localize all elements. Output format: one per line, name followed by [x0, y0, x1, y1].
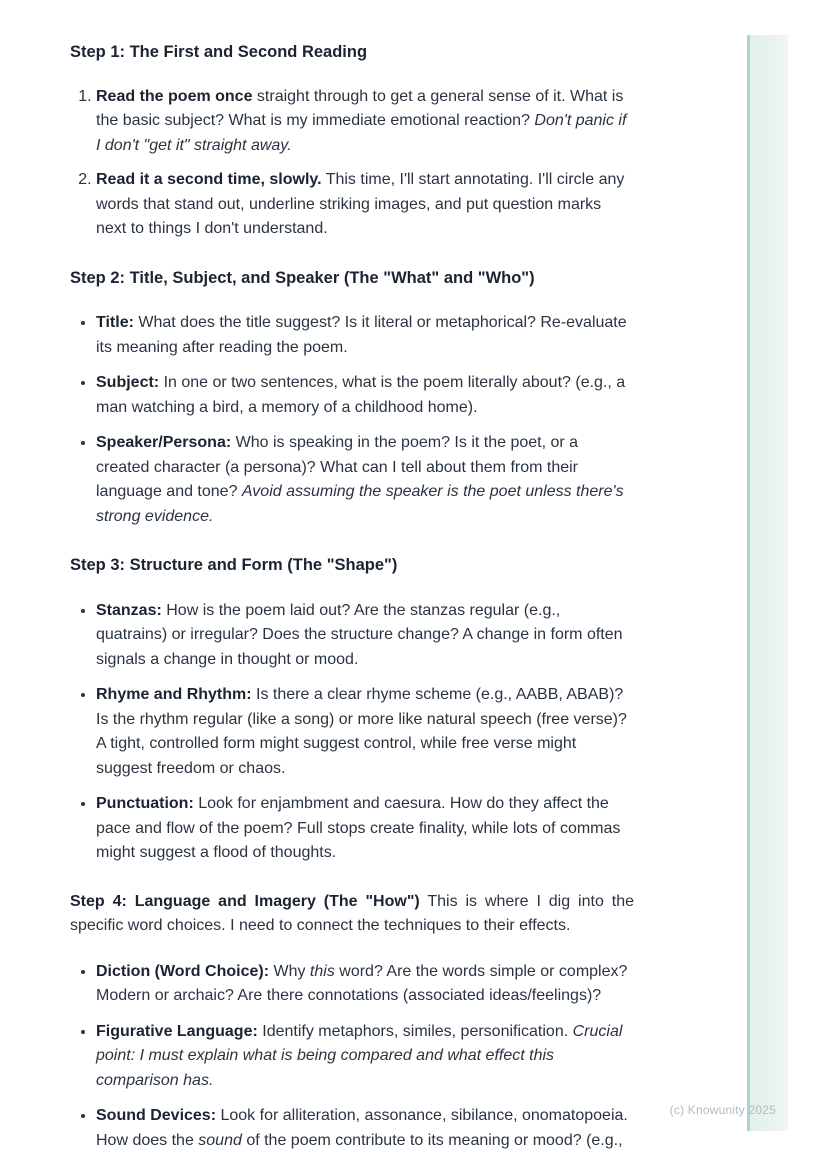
text-segment: Sound Devices:: [96, 1107, 217, 1124]
list-item: [96, 959, 634, 1009]
list-item: [96, 791, 634, 866]
watermark: (c) Knowunity 2025: [669, 1103, 776, 1117]
text-segment: Title:: [96, 314, 134, 331]
list-item: [96, 85, 634, 159]
bullet-list: [70, 959, 634, 1154]
text-segment: Stanzas:: [96, 601, 162, 619]
text-segment: sound: [198, 1131, 242, 1149]
document-section: [70, 890, 634, 1154]
text-segment: How is the poem laid out? Are the stanzas regular (e.g., quatrains) or irregular? Does the structure change? A change in form often signals a change in thought or mood.: [96, 601, 623, 668]
bullet-list: [70, 310, 634, 529]
text-segment: Read the poem once: [96, 87, 253, 105]
text-segment: Punctuation:: [96, 795, 194, 812]
text-segment: Subject:: [96, 374, 160, 391]
text-segment: Don't panic if I don't "get it" straight away.: [96, 112, 627, 154]
list-item: [96, 1019, 634, 1094]
text-segment: of the poem contribute to its meaning or mood? (e.g.,: [241, 1131, 623, 1149]
bullet-list: [70, 598, 634, 866]
section-intro-paragraph: [70, 890, 634, 939]
ordered-list: [70, 85, 634, 242]
text-segment: What does the title suggest? Is it literal or metaphorical? Re-evaluate its meaning after reading the poem.: [96, 314, 627, 356]
page-accent-bar: [747, 35, 788, 1131]
text-segment: this: [309, 962, 335, 980]
text-segment: straight through to get a general sense of it. What is the basic subject? What is my immediate emotional reaction?: [96, 87, 624, 129]
text-segment: word? Are the words simple or complex? Modern or archaic? Are there connotations (associated ideas/feelings)?: [96, 962, 628, 1004]
text-segment: Rhyme and Rhythm:: [96, 686, 252, 703]
text-segment: Crucial point: I must explain what is being compared and what effect this comparison has.: [96, 1022, 623, 1089]
text-segment: Why: [269, 962, 310, 980]
section-heading: Step 3: Structure and Form (The "Shape"): [70, 556, 398, 574]
text-segment: Avoid assuming the speaker is the poet unless there's strong evidence.: [96, 483, 624, 525]
text-segment: Figurative Language:: [96, 1022, 258, 1040]
text-segment: This is where I dig into the specific word choices. I need to connect the techniques to their effects.: [70, 892, 634, 934]
text-segment: This time, I'll start annotating. I'll circle any words that stand out, underline striking images, and put question marks next to things I don't understand.: [96, 171, 625, 237]
document-section: [70, 553, 634, 866]
list-item: [96, 310, 634, 360]
list-item: [96, 1103, 634, 1153]
text-segment: Speaker/Persona:: [96, 434, 232, 451]
list-item: [96, 370, 634, 420]
list-item: [96, 598, 634, 673]
list-item: [96, 430, 634, 529]
text-segment: Who is speaking in the poem? Is it the poet, or a created character (a persona)? What can I tell about them from their language and tone?: [96, 434, 579, 500]
text-segment: Look for alliteration, assonance, sibilance, onomatopoeia. How does the: [96, 1107, 628, 1149]
text-segment: Diction (Word Choice):: [96, 962, 270, 980]
list-item: [96, 168, 634, 242]
text-segment: Read it a second time, slowly.: [96, 171, 322, 188]
text-segment: Step 4: Language and Imagery (The "How"): [70, 892, 420, 910]
text-segment: Is there a clear rhyme scheme (e.g., AABB, ABAB)? Is the rhythm regular (like a song) or more like natural speech (free verse)? A tight, controlled form might suggest control, while free verse might suggest freedom or chaos.: [96, 686, 627, 777]
section-heading: Step 2: Title, Subject, and Speaker (The "What" and "Who"): [70, 268, 535, 287]
document-body: [70, 40, 634, 1153]
document-section: [70, 40, 634, 242]
list-item: [96, 682, 634, 781]
text-segment: Identify metaphors, similes, personification.: [257, 1022, 573, 1040]
section-heading: Step 1: The First and Second Reading: [70, 43, 368, 61]
text-segment: Look for enjambment and caesura. How do they affect the pace and flow of the poem? Full stops create finality, while lots of commas might suggest a flood of thoughts.: [96, 795, 621, 861]
document-section: [70, 266, 634, 530]
text-segment: In one or two sentences, what is the poem literally about? (e.g., a man watching a bird, a memory of a childhood home).: [96, 374, 626, 416]
